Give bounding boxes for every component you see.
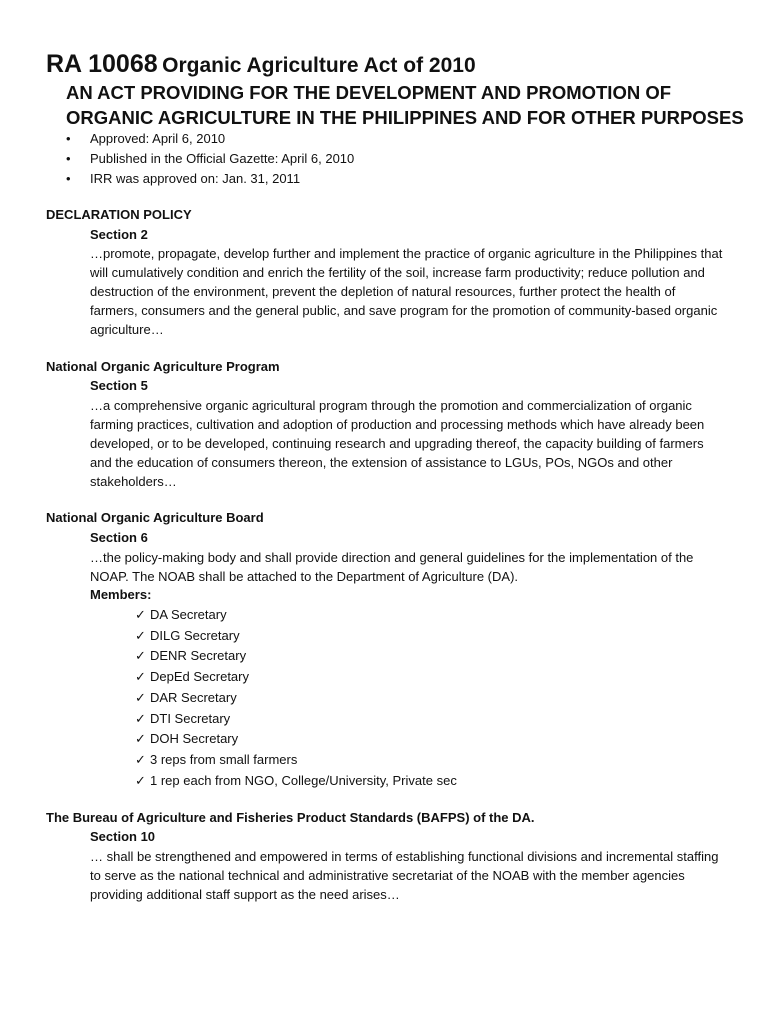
member-item	[135, 605, 457, 626]
section-heading-noab: National Organic Agriculture Board	[46, 510, 264, 525]
act-subtitle: AN ACT PROVIDING FOR THE DEVELOPMENT AND PROMOTION OF ORGANIC AGRICULTURE IN THE PHILIPPINES AND FOR OTHER PURPOSES	[66, 82, 744, 128]
section-number-10: Section 10	[90, 829, 156, 844]
member-label: DA Secretary	[150, 607, 227, 622]
detail-irr-approved: • IRR was approved on: Jan. 31, 2011	[66, 169, 354, 189]
checkmark-icon: ✓	[135, 710, 146, 726]
member-label: 1 rep each from NGO, College/University, Private sec	[150, 772, 457, 788]
member-item	[135, 667, 457, 688]
member-item	[135, 750, 457, 771]
member-item	[135, 771, 457, 792]
detail-published: • Published in the Official Gazette: April 6, 2010	[66, 149, 354, 169]
checkmark-icon: ✓	[135, 648, 146, 664]
checkmark-icon: ✓	[135, 669, 146, 685]
member-label: DAR Secretary	[150, 689, 237, 705]
members-label: Members:	[90, 587, 152, 602]
member-label: DENR Secretary	[150, 648, 247, 664]
section-number-2: Section 2	[90, 227, 148, 242]
section-heading-noap: National Organic Agriculture Program	[46, 359, 280, 374]
member-label: DTI Secretary	[150, 710, 231, 726]
checkmark-icon: ✓	[135, 689, 146, 705]
detail-approved: • Approved: April 6, 2010	[66, 129, 354, 149]
member-label: DepEd Secretary	[150, 669, 249, 685]
member-label: DOH Secretary	[150, 731, 239, 747]
member-item	[135, 688, 457, 709]
checkmark-icon: ✓	[135, 607, 146, 622]
members-list	[135, 605, 457, 791]
checkmark-icon: ✓	[135, 772, 146, 788]
act-details-list	[66, 129, 354, 189]
section-text-6: …the policy-making body and shall provide direction and general guidelines for the implementation of the NOAP. The NOAB shall be attached to the Department of Agriculture (DA).	[90, 550, 694, 584]
section-number-6: Section 6	[90, 530, 148, 545]
member-label: 3 reps from small farmers	[150, 751, 298, 767]
section-text-10: … shall be strengthened and empowered in terms of establishing functional divisions and incremental staffing to serve as the national technical and administrative secretariat of the NOAB with the member agencies providing additional staff support as the need arises…	[90, 849, 719, 902]
document-title	[46, 50, 476, 79]
section-heading-declaration-policy: DECLARATION POLICY	[46, 207, 192, 222]
act-name: Organic Agriculture Act of 2010	[162, 54, 476, 77]
section-heading-bafps: The Bureau of Agriculture and Fisheries Product Standards (BAFPS) of the DA.	[46, 810, 535, 825]
member-item	[135, 646, 457, 667]
member-item	[135, 626, 457, 647]
checkmark-icon: ✓	[135, 731, 146, 747]
checkmark-icon: ✓	[135, 751, 146, 767]
section-text-2: …promote, propagate, develop further and implement the practice of organic agriculture in the Philippines that will cumulatively condition and enrich the fertility of the soil, increase farm productivity; reduce pollution and destruction of the environment, prevent the depletion of natural resources, further protect the health of farmers, consumers and the general public, and save program for the promotion of community-based organic agriculture…	[90, 246, 723, 337]
checkmark-icon: ✓	[135, 627, 146, 643]
act-code: RA 10068	[46, 50, 158, 78]
member-item	[135, 709, 457, 730]
member-label: DILG Secretary	[150, 627, 240, 643]
section-text-5: …a comprehensive organic agricultural program through the promotion and commercialization of organic farming practices, cultivation and adoption of production and processing methods which have already been developed, or to be developed, continuing research and upgrading thereof, the capacity building of farmers and the education of consumers thereon, the extension of assistance to LGUs, POs, NGOs and other stakeholders…	[90, 398, 705, 489]
section-number-5: Section 5	[90, 378, 148, 393]
member-item	[135, 729, 457, 750]
